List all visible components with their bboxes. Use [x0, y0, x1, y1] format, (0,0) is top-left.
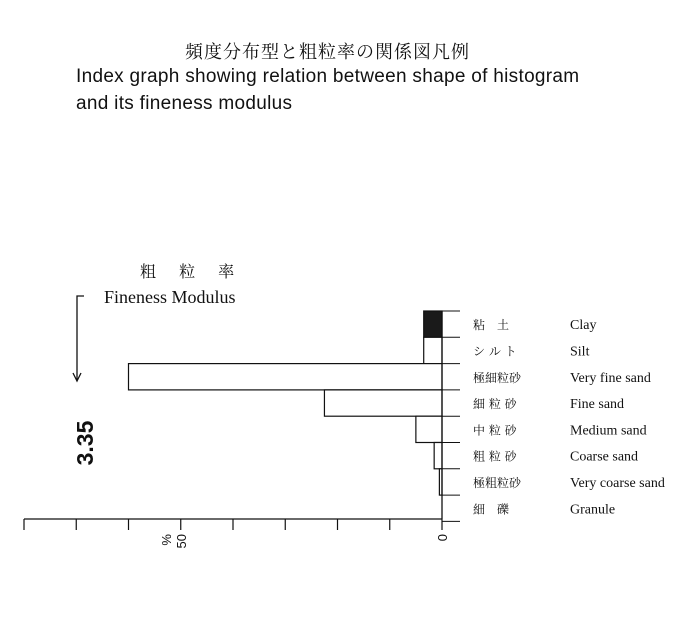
category-label-ja: 中 粒 砂 [473, 423, 517, 438]
bar-3 [129, 364, 443, 390]
category-label-en: Medium sand [570, 423, 647, 439]
fineness-modulus-value: 3.35 [72, 420, 98, 466]
category-label-ja: 粘 土 [473, 318, 510, 333]
category-label-ja: 粗 粒 砂 [473, 449, 517, 464]
category-label-ja: シ ル ト [473, 344, 517, 359]
title-japanese: 頻度分布型と粗粒率の関係図凡例 [185, 42, 470, 63]
bar-2 [424, 337, 442, 363]
x-tick-label: 0 [435, 534, 450, 542]
category-label-en: Granule [570, 502, 616, 518]
bar-6 [434, 443, 442, 469]
category-label-en: Fine sand [570, 397, 625, 413]
category-label-ja: 細 粒 砂 [473, 397, 517, 412]
bar-1 [424, 311, 442, 337]
title-english-line-1: Index graph showing relation between shape of histogram [76, 66, 580, 87]
category-label-en: Clay [570, 318, 597, 334]
category-label-en: Very coarse sand [570, 475, 665, 491]
category-label-ja: 細 礫 [473, 502, 510, 517]
x-tick-label: 50 [173, 534, 189, 549]
category-label-en: Coarse sand [570, 449, 639, 465]
category-label-ja: 極粗粒砂 [473, 475, 522, 490]
bar-4 [324, 390, 442, 416]
category-label-en: Very fine sand [570, 370, 651, 386]
category-label-en: Silt [570, 344, 590, 360]
bar-5 [416, 416, 442, 442]
title-english-line-2: and its fineness modulus [76, 93, 293, 114]
fineness-arrow [73, 296, 84, 381]
x-axis-unit: % [158, 534, 174, 546]
fineness-modulus-label-ja: 粗 粒 率 [140, 262, 244, 281]
category-label-ja: 極細粒砂 [473, 370, 522, 385]
fineness-modulus-label-en: Fineness Modulus [104, 287, 236, 307]
